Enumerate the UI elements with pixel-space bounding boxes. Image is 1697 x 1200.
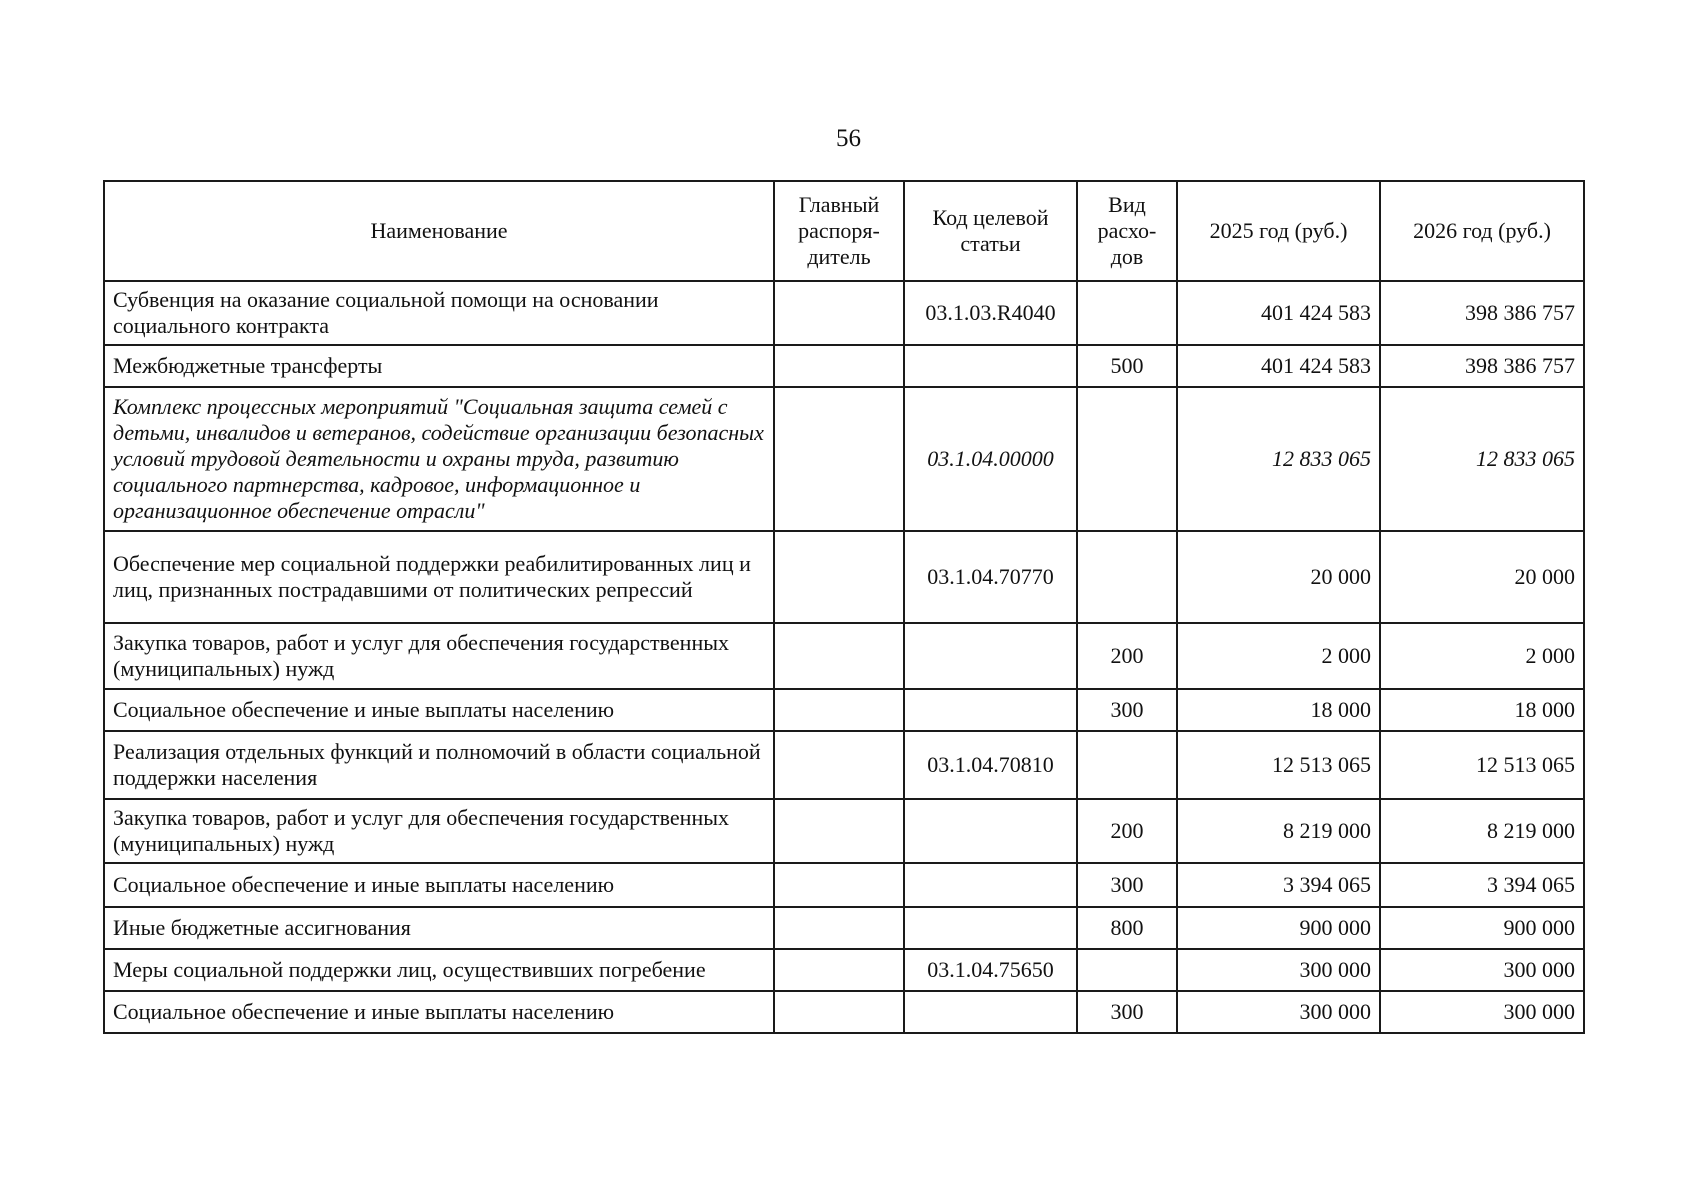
cell-name: Меры социальной поддержки лиц, осуществивших погребение — [104, 949, 774, 991]
cell-2025: 12 833 065 — [1177, 387, 1380, 531]
cell-2026: 300 000 — [1380, 991, 1584, 1033]
cell-code: 03.1.03.R4040 — [904, 281, 1077, 345]
cell-manager — [774, 907, 904, 949]
cell-kind: 300 — [1077, 991, 1177, 1033]
cell-manager — [774, 731, 904, 799]
header-manager-text: Главный распоря-дитель — [798, 192, 880, 269]
cell-kind: 300 — [1077, 689, 1177, 731]
cell-manager — [774, 949, 904, 991]
table-row — [104, 281, 1584, 345]
cell-code — [904, 623, 1077, 689]
cell-code — [904, 863, 1077, 907]
cell-manager — [774, 991, 904, 1033]
cell-code — [904, 799, 1077, 863]
cell-kind: 500 — [1077, 345, 1177, 387]
cell-name: Межбюджетные трансферты — [104, 345, 774, 387]
cell-manager — [774, 623, 904, 689]
cell-2026: 3 394 065 — [1380, 863, 1584, 907]
table-row — [104, 531, 1584, 623]
table-row — [104, 623, 1584, 689]
cell-kind — [1077, 949, 1177, 991]
page-number: 56 — [836, 125, 861, 152]
cell-2026: 300 000 — [1380, 949, 1584, 991]
cell-2026: 8 219 000 — [1380, 799, 1584, 863]
table-row — [104, 949, 1584, 991]
table-row — [104, 907, 1584, 949]
cell-manager — [774, 387, 904, 531]
cell-kind — [1077, 387, 1177, 531]
cell-name: Субвенция на оказание социальной помощи на основании социального контракта — [104, 281, 774, 345]
cell-2026: 20 000 — [1380, 531, 1584, 623]
cell-2026: 398 386 757 — [1380, 345, 1584, 387]
table-body — [104, 281, 1584, 1033]
cell-2026: 18 000 — [1380, 689, 1584, 731]
cell-2026: 12 833 065 — [1380, 387, 1584, 531]
header-code: Код целевой статьи — [904, 181, 1077, 281]
cell-name: Закупка товаров, работ и услуг для обеспечения государственных (муниципальных) нужд — [104, 623, 774, 689]
cell-code: 03.1.04.75650 — [904, 949, 1077, 991]
cell-kind: 200 — [1077, 623, 1177, 689]
cell-2025: 20 000 — [1177, 531, 1380, 623]
cell-2026: 398 386 757 — [1380, 281, 1584, 345]
table-row — [104, 731, 1584, 799]
header-2025: 2025 год (руб.) — [1177, 181, 1380, 281]
cell-code — [904, 907, 1077, 949]
cell-2025: 12 513 065 — [1177, 731, 1380, 799]
cell-2025: 2 000 — [1177, 623, 1380, 689]
cell-2025: 8 219 000 — [1177, 799, 1380, 863]
table-row — [104, 689, 1584, 731]
table-row — [104, 799, 1584, 863]
budget-table — [103, 180, 1585, 1034]
header-kind: Вид расхо-дов — [1077, 181, 1177, 281]
cell-manager — [774, 345, 904, 387]
cell-code: 03.1.04.70770 — [904, 531, 1077, 623]
header-2026: 2026 год (руб.) — [1380, 181, 1584, 281]
cell-name: Социальное обеспечение и иные выплаты населению — [104, 863, 774, 907]
cell-2025: 300 000 — [1177, 949, 1380, 991]
cell-manager — [774, 531, 904, 623]
cell-manager — [774, 281, 904, 345]
cell-code — [904, 689, 1077, 731]
cell-code: 03.1.04.00000 — [904, 387, 1077, 531]
table-row — [104, 345, 1584, 387]
cell-manager — [774, 799, 904, 863]
cell-2025: 401 424 583 — [1177, 281, 1380, 345]
cell-code — [904, 345, 1077, 387]
header-name: Наименование — [104, 181, 774, 281]
cell-kind: 200 — [1077, 799, 1177, 863]
cell-kind — [1077, 531, 1177, 623]
cell-manager — [774, 863, 904, 907]
table-row — [104, 387, 1584, 531]
cell-2025: 18 000 — [1177, 689, 1380, 731]
cell-kind — [1077, 281, 1177, 345]
cell-name: Обеспечение мер социальной поддержки реабилитированных лиц и лиц, признанных пострадавшими от политических репрессий — [104, 531, 774, 623]
cell-name: Закупка товаров, работ и услуг для обеспечения государственных (муниципальных) нужд — [104, 799, 774, 863]
cell-manager — [774, 689, 904, 731]
table-row — [104, 863, 1584, 907]
cell-name: Социальное обеспечение и иные выплаты населению — [104, 689, 774, 731]
cell-2026: 900 000 — [1380, 907, 1584, 949]
cell-code: 03.1.04.70810 — [904, 731, 1077, 799]
cell-code — [904, 991, 1077, 1033]
table-row — [104, 991, 1584, 1033]
cell-name: Социальное обеспечение и иные выплаты населению — [104, 991, 774, 1033]
cell-kind — [1077, 731, 1177, 799]
cell-kind: 800 — [1077, 907, 1177, 949]
cell-2026: 2 000 — [1380, 623, 1584, 689]
cell-2025: 3 394 065 — [1177, 863, 1380, 907]
cell-2025: 900 000 — [1177, 907, 1380, 949]
cell-2025: 401 424 583 — [1177, 345, 1380, 387]
cell-name: Реализация отдельных функций и полномочий в области социальной поддержки населения — [104, 731, 774, 799]
cell-name: Комплекс процессных мероприятий "Социальная защита семей с детьми, инвалидов и ветеранов, содействие организации безопасных условий трудовой деятельности и охраны труда, развитию социального партнерства, кадровое, информационное и организационное обеспечение отрасли" — [104, 387, 774, 531]
cell-2025: 300 000 — [1177, 991, 1380, 1033]
header-manager — [774, 181, 904, 281]
cell-2026: 12 513 065 — [1380, 731, 1584, 799]
cell-name: Иные бюджетные ассигнования — [104, 907, 774, 949]
table-header-row — [104, 181, 1584, 281]
cell-kind: 300 — [1077, 863, 1177, 907]
